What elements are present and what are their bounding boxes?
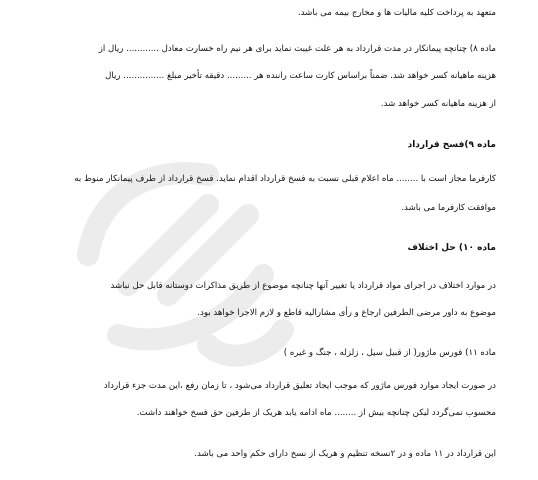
text-line: محسوب نمی‌گردد لیکن چنانچه بیش از ........ ماه ادامه یابد هریک از طرفین حق فسخ خواهند داشت. [136, 408, 496, 418]
text-line: موضوع به داور مرضی الطرفین ارجاع و رأی مشارالیه قاطع و لازم الاجرا خواهد بود. [197, 308, 496, 318]
article-11-heading: ماده ۱۱) فورس ماژور( از قبیل سیل ، زلزله ، جنگ و غیره ) [283, 348, 496, 358]
article-9-text: کارفرما مجاز است با ........ ماه اعلام قبلی نسبت به فسخ قرارداد اقدام نماید. فسخ قرارداد از طرف پیمانکار منوط به [74, 174, 496, 184]
text-line: متعهد به پرداخت کلیه مالیات ها و مخارج بیمه می باشد. [297, 8, 496, 18]
article-8-text: ماده ۸) چنانچه پیمانکار در مدت قرارداد به هر علت غیبت نماید برای هر نیم راه خسارت معادل ............ ریال از [98, 44, 496, 54]
text-line: هزینه ماهیانه کسر خواهد شد. ضمناً براساس کارت ساعت راننده هر ......... دقیقه تأخیر مبلغ ............... ریال [105, 71, 496, 81]
article-10-heading: ماده ۱۰) حل اختلاف [407, 243, 496, 253]
article-10-text: در موارد اختلاف در اجرای مواد قرارداد یا تغییر آنها چنانچه موضوع از طریق مذاکرات دوستانه قابل حل نباشد [110, 281, 496, 291]
text-line: از هزینه ماهیانه کسر خواهد شد. [380, 99, 496, 109]
closing-text: این قرارداد در ۱۱ ماده و در ۲نسخه تنظیم و هریک از نسخ دارای حکم واحد می باشد. [194, 449, 496, 459]
article-11-text: در صورت ایجاد موارد فورس ماژور که موجب ایجاد تعلیق قرارداد می‌شود ، تا زمان رفع ،این مدت جزء قرارداد [103, 381, 496, 391]
article-9-heading: ماده ۹)فسخ قرارداد [407, 140, 496, 150]
text-line: موافقت کارفرما می باشد. [401, 203, 496, 213]
